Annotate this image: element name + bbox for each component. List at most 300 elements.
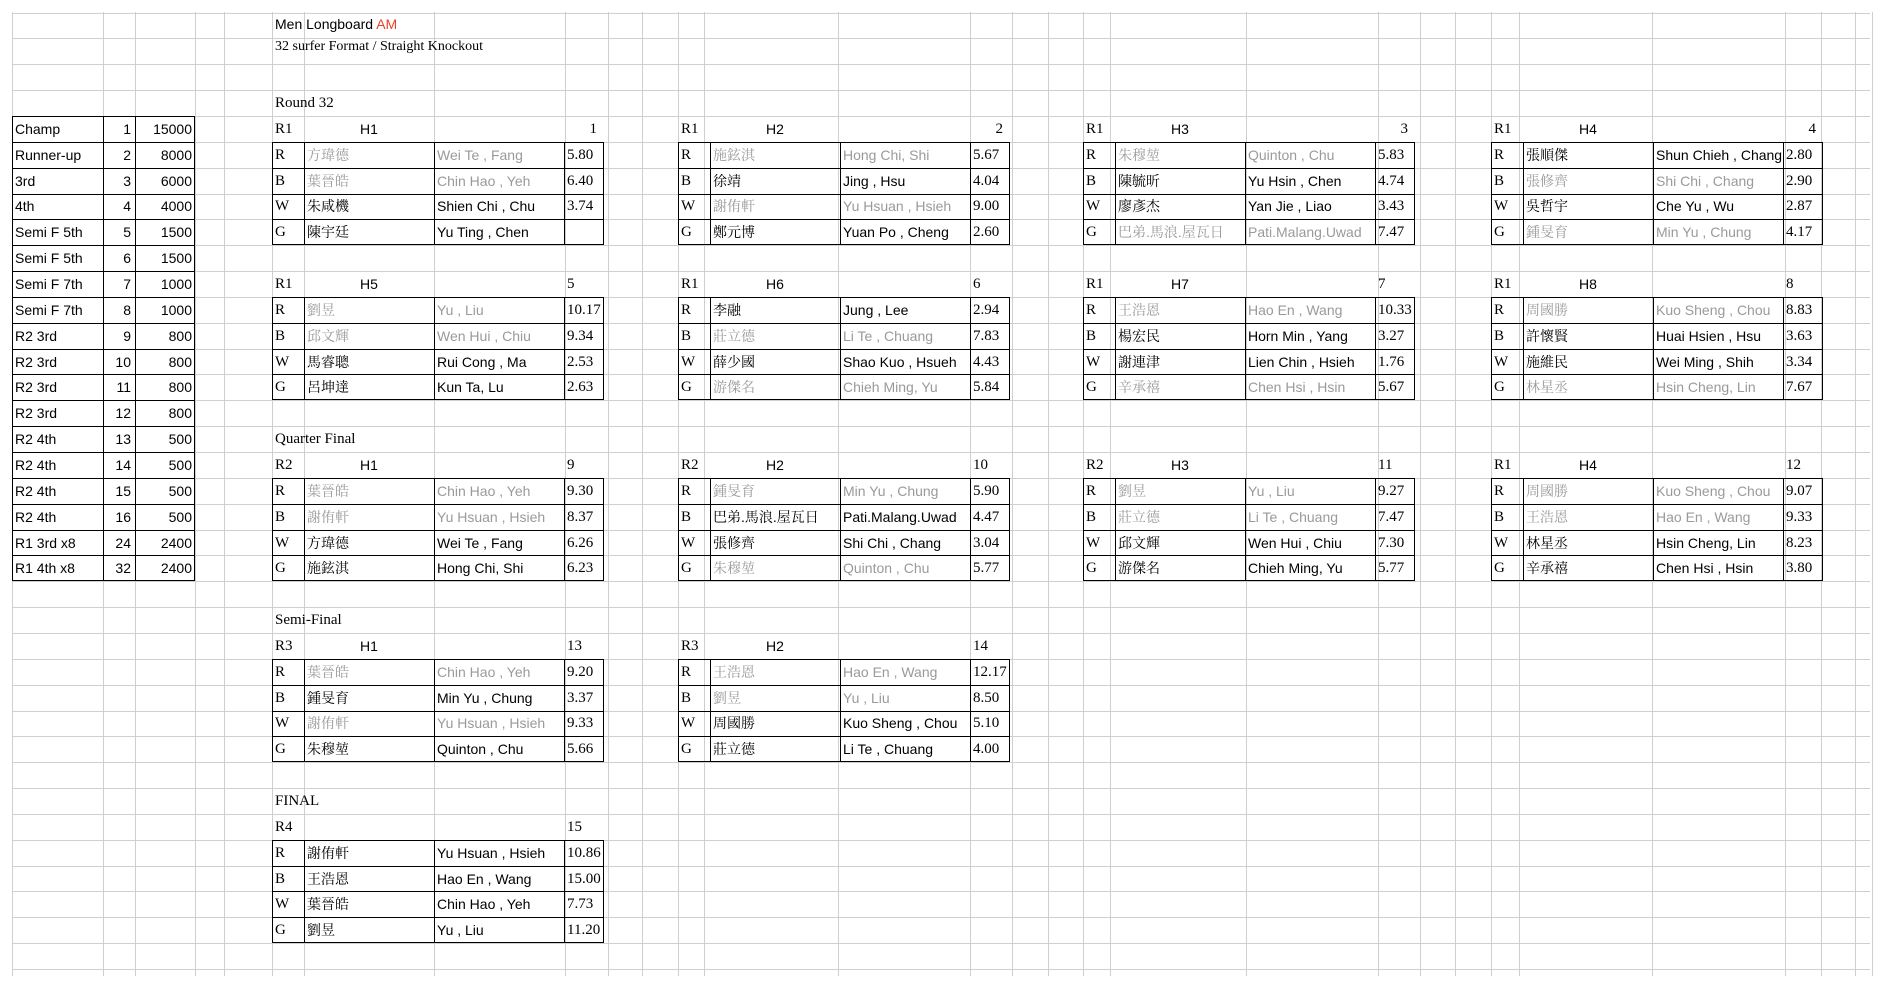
prize-amount: 2400 <box>160 560 192 577</box>
jersey-color: G <box>275 922 286 939</box>
surfer-score: 8.50 <box>973 689 1000 706</box>
heat-number: 5 <box>567 276 575 292</box>
jersey-color: B <box>1494 508 1505 525</box>
grid-col-line <box>224 12 225 976</box>
jersey-color: W <box>1494 198 1509 215</box>
prize-amount: 1000 <box>160 301 192 318</box>
heat-row-rule <box>678 374 1010 375</box>
surfer-name-cn: 邱文輝 <box>307 327 349 344</box>
prize-place: R2 3rd <box>15 327 58 344</box>
surfer-score: 6.23 <box>567 560 594 577</box>
prize-rank: 11 <box>116 379 131 396</box>
grid-col-line <box>1420 12 1421 976</box>
surfer-score: 9.33 <box>1786 508 1813 525</box>
grid-row-line <box>12 142 1870 143</box>
surfer-name-en: Kuo Sheng , Chou <box>1656 301 1771 318</box>
heat-number: 8 <box>1786 276 1794 292</box>
jersey-color: G <box>1086 560 1097 577</box>
heat-row-rule <box>678 194 1010 195</box>
surfer-name-en: Kun Ta, Lu <box>437 379 504 396</box>
prize-amount: 500 <box>168 456 192 473</box>
surfer-name-en: Hsin Cheng, Lin <box>1656 534 1756 551</box>
jersey-color: W <box>1086 534 1101 551</box>
surfer-score: 3.63 <box>1786 327 1813 344</box>
jersey-color: B <box>275 172 286 189</box>
grid-col-line <box>642 12 643 976</box>
heat-number: 13 <box>567 637 582 654</box>
surfer-score: 2.53 <box>567 353 594 370</box>
heat-name: H4 <box>1579 456 1597 473</box>
jersey-color: B <box>681 508 692 525</box>
heat-row-rule <box>272 711 604 712</box>
prize-rank: 7 <box>123 276 131 292</box>
heat-row-rule <box>272 530 604 531</box>
surfer-name-cn: 林星丞 <box>1526 534 1568 551</box>
surfer-name-cn: 周國勝 <box>1526 301 1568 318</box>
grid-col-line <box>1821 12 1822 976</box>
jersey-color: R <box>681 663 692 680</box>
heat-number: 4 <box>1808 120 1816 137</box>
prize-amount: 2400 <box>160 534 192 551</box>
heat-number: 6 <box>973 276 981 292</box>
heat-row-rule <box>272 736 604 737</box>
surfer-name-en: Quinton , Chu <box>1248 146 1335 163</box>
heat-name: H2 <box>766 120 784 137</box>
surfer-score: 6.26 <box>567 534 594 551</box>
surfer-name-en: Hao En , Wang <box>437 870 532 887</box>
surfer-name-cn: 楊宏民 <box>1118 327 1160 344</box>
surfer-score: 3.43 <box>1378 198 1405 215</box>
grid-row-line <box>12 659 1870 660</box>
grid-row-line <box>12 13 1870 14</box>
surfer-name-en: Chieh Ming, Yu <box>1248 560 1343 577</box>
prize-place: R2 4th <box>15 456 57 473</box>
surfer-name-en: Li Te , Chuang <box>1248 508 1339 525</box>
heat-round: R1 <box>1494 456 1512 473</box>
heat-row-rule <box>1491 530 1823 531</box>
heat-round: R2 <box>1086 456 1104 473</box>
heat-name: H2 <box>766 456 784 473</box>
surfer-name-cn: 陳宇廷 <box>307 224 349 241</box>
surfer-name-en: Shao Kuo , Hsueh <box>843 353 957 370</box>
surfer-score: 2.80 <box>1786 146 1813 163</box>
surfer-name-cn: 莊立德 <box>713 741 755 758</box>
surfer-name-cn: 廖彥杰 <box>1118 198 1160 215</box>
jersey-color: R <box>1494 482 1505 499</box>
prize-rank: 2 <box>123 146 131 163</box>
heat-round: R1 <box>275 120 293 137</box>
grid-col-line <box>1048 12 1049 976</box>
heat-row-rule <box>678 168 1010 169</box>
surfer-name-en: Wen Hui , Chiu <box>1248 534 1342 551</box>
heat-round: R4 <box>275 818 293 835</box>
grid-row-line <box>12 814 1870 815</box>
heat-name: H1 <box>360 120 378 137</box>
surfer-score: 9.20 <box>567 663 594 680</box>
prize-amount: 6000 <box>160 172 192 189</box>
jersey-color: B <box>275 689 286 706</box>
jersey-color: G <box>1494 560 1505 577</box>
surfer-score: 5.10 <box>973 715 1000 732</box>
heat-row-rule <box>1491 504 1823 505</box>
grid-row-line <box>12 607 1870 608</box>
prize-place: R2 3rd <box>15 379 58 396</box>
jersey-color: G <box>681 224 692 241</box>
heat-row-rule <box>1083 219 1415 220</box>
title-accent: AM <box>376 16 398 32</box>
surfer-score: 2.90 <box>1786 172 1813 189</box>
heat-round: R3 <box>681 637 699 654</box>
jersey-color: W <box>681 353 696 370</box>
section-label: Semi-Final <box>275 612 342 629</box>
jersey-color: W <box>275 353 290 370</box>
surfer-score: 2.60 <box>973 224 1000 241</box>
surfer-name-cn: 莊立德 <box>713 327 755 344</box>
surfer-name-en: Shi Chi , Chang <box>1656 172 1755 189</box>
surfer-name-cn: 葉晉皓 <box>307 896 349 913</box>
surfer-score: 3.37 <box>567 689 594 706</box>
jersey-color: B <box>275 508 286 525</box>
surfer-score: 9.34 <box>567 327 594 344</box>
surfer-name-cn: 王浩恩 <box>307 870 349 887</box>
heat-number: 15 <box>567 818 582 835</box>
surfer-name-en: Shun Chieh , Chang <box>1656 146 1783 163</box>
surfer-score: 8.83 <box>1786 301 1813 318</box>
grid-col-line <box>1246 12 1247 976</box>
prize-rank: 10 <box>115 353 131 370</box>
jersey-color: W <box>681 534 696 551</box>
heat-number: 2 <box>995 120 1003 137</box>
surfer-name-en: Wei Te , Fang <box>437 146 523 163</box>
surfer-name-cn: 朱穆堃 <box>1118 146 1160 163</box>
surfer-name-en: Shi Chi , Chang <box>843 534 942 551</box>
surfer-name-cn: 邱文輝 <box>1118 534 1160 551</box>
surfer-name-en: Hsin Cheng, Lin <box>1656 379 1756 396</box>
jersey-color: G <box>681 560 692 577</box>
heat-round: R1 <box>681 276 699 292</box>
heat-row-rule <box>1083 168 1415 169</box>
heat-row-rule <box>678 736 1010 737</box>
grid-col-line <box>838 12 839 976</box>
heat-row-rule <box>272 168 604 169</box>
surfer-name-cn: 方瑋德 <box>307 146 349 163</box>
section-label: Quarter Final <box>275 431 356 448</box>
heat-round: R2 <box>275 456 293 473</box>
grid-col-line <box>195 12 196 976</box>
heat-number: 1 <box>589 120 597 137</box>
surfer-name-en: Wen Hui , Chiu <box>437 327 531 344</box>
prize-rank: 8 <box>123 301 131 318</box>
heat-row-rule <box>272 891 604 892</box>
surfer-score: 7.83 <box>973 327 1000 344</box>
prize-col-rule <box>135 116 136 581</box>
surfer-name-cn: 巴弟.馬浪.屋瓦日 <box>1118 224 1224 241</box>
surfer-name-en: Min Yu , Chung <box>437 689 533 706</box>
surfer-name-cn: 施鉉淇 <box>713 146 755 163</box>
prize-place: R1 3rd x8 <box>15 534 76 551</box>
jersey-color: R <box>1494 146 1505 163</box>
jersey-color: G <box>275 379 286 396</box>
prize-place: R1 4th x8 <box>15 560 75 577</box>
surfer-name-cn: 王浩恩 <box>1526 508 1568 525</box>
surfer-name-cn: 鄭元博 <box>713 224 755 241</box>
jersey-color: W <box>1086 353 1101 370</box>
surfer-name-en: Hao En , Wang <box>1656 508 1751 525</box>
surfer-score: 9.30 <box>567 482 594 499</box>
surfer-name-en: Wei Te , Fang <box>437 534 523 551</box>
surfer-score: 8.37 <box>567 508 594 525</box>
prize-rank: 9 <box>123 327 131 344</box>
surfer-score: 3.27 <box>1378 327 1405 344</box>
grid-row-line <box>12 245 1870 246</box>
grid-col-line <box>1491 12 1492 976</box>
prize-rank: 15 <box>115 482 131 499</box>
surfer-score: 3.34 <box>1786 353 1813 370</box>
heat-name: H7 <box>1171 276 1189 292</box>
heat-round: R1 <box>1494 276 1512 292</box>
surfer-name-en: Che Yu , Wu <box>1656 198 1735 215</box>
surfer-name-cn: 游傑名 <box>713 379 755 396</box>
surfer-name-cn: 鍾旻育 <box>1526 224 1568 241</box>
surfer-name-en: Li Te , Chuang <box>843 327 934 344</box>
jersey-color: G <box>275 560 286 577</box>
surfer-score: 3.04 <box>973 534 1000 551</box>
surfer-score: 5.80 <box>567 146 594 163</box>
surfer-score: 5.83 <box>1378 146 1405 163</box>
surfer-name-cn: 莊立德 <box>1118 508 1160 525</box>
grid-row-line <box>12 90 1870 91</box>
heat-row-rule <box>272 323 604 324</box>
jersey-color: W <box>1086 198 1101 215</box>
grid-row-line <box>12 271 1870 272</box>
surfer-name-cn: 薛少國 <box>713 353 755 370</box>
grid-row-line <box>12 116 1870 117</box>
heat-name: H6 <box>766 276 784 292</box>
grid-col-line <box>1083 12 1084 976</box>
prize-place: 4th <box>15 198 35 215</box>
surfer-score: 9.07 <box>1786 482 1813 499</box>
surfer-name-cn: 王浩恩 <box>713 663 755 680</box>
prize-amount: 800 <box>168 379 192 396</box>
prize-amount: 500 <box>168 482 192 499</box>
grid-col-line <box>1110 12 1111 976</box>
grid-row-line <box>12 840 1870 841</box>
surfer-name-cn: 張順傑 <box>1526 146 1568 163</box>
heat-row-rule <box>1491 219 1823 220</box>
jersey-color: W <box>1494 353 1509 370</box>
heat-row-rule <box>678 349 1010 350</box>
surfer-name-cn: 朱咸機 <box>307 198 349 215</box>
surfer-name-en: Shien Chi , Chu <box>437 198 536 215</box>
surfer-name-cn: 施鉉淇 <box>307 560 349 577</box>
heat-number: 10 <box>973 456 988 473</box>
heat-row-rule <box>1083 349 1415 350</box>
surfer-score: 10.86 <box>567 844 601 861</box>
surfer-name-en: Wei Ming , Shih <box>1656 353 1754 370</box>
heat-name: H8 <box>1579 276 1597 292</box>
surfer-name-cn: 周國勝 <box>1526 482 1568 499</box>
heat-row-rule <box>1491 349 1823 350</box>
heat-row-rule <box>1491 374 1823 375</box>
heat-row-rule <box>1083 555 1415 556</box>
heat-row-rule <box>272 374 604 375</box>
surfer-score: 6.40 <box>567 172 594 189</box>
prize-place: R2 3rd <box>15 405 58 422</box>
surfer-name-en: Yu Hsuan , Hsieh <box>437 508 546 525</box>
jersey-color: G <box>1494 379 1505 396</box>
heat-row-rule <box>678 504 1010 505</box>
surfer-name-cn: 李融 <box>713 301 741 318</box>
heat-row-rule <box>678 711 1010 712</box>
surfer-name-en: Li Te , Chuang <box>843 741 934 758</box>
prize-rank: 24 <box>115 534 131 551</box>
title-main: Men Longboard <box>275 16 374 32</box>
grid-row-line <box>12 426 1870 427</box>
surfer-name-cn: 劉昱 <box>1118 482 1146 499</box>
surfer-score: 2.87 <box>1786 198 1813 215</box>
prize-amount: 800 <box>168 353 192 370</box>
grid-row-line <box>12 943 1870 944</box>
prize-amount: 500 <box>168 508 192 525</box>
jersey-color: B <box>275 327 286 344</box>
surfer-score: 3.74 <box>567 198 594 215</box>
heat-row-rule <box>678 219 1010 220</box>
grid-col-line <box>704 12 705 976</box>
page-subtitle: 32 surfer Format / Straight Knockout <box>275 39 484 54</box>
surfer-name-cn: 馬睿聰 <box>307 353 349 370</box>
surfer-name-cn: 許懷賢 <box>1526 327 1568 344</box>
heat-row-rule <box>272 866 604 867</box>
surfer-score: 7.47 <box>1378 224 1405 241</box>
jersey-color: W <box>681 715 696 732</box>
surfer-name-en: Chen Hsi , Hsin <box>1248 379 1346 396</box>
prize-amount: 15000 <box>153 120 192 137</box>
jersey-color: R <box>275 146 286 163</box>
jersey-color: B <box>681 172 692 189</box>
heat-number: 7 <box>1378 276 1386 292</box>
surfer-name-en: Pati.Malang.Uwad <box>1248 224 1362 241</box>
surfer-name-en: Min Yu , Chung <box>1656 224 1752 241</box>
prize-amount: 1000 <box>160 276 192 292</box>
jersey-color: B <box>681 689 692 706</box>
heat-row-rule <box>272 219 604 220</box>
jersey-color: R <box>681 482 692 499</box>
prize-rank: 13 <box>115 431 131 448</box>
surfer-name-cn: 劉昱 <box>713 689 741 706</box>
surfer-name-cn: 張修齊 <box>713 534 755 551</box>
surfer-name-cn: 朱穆堃 <box>307 741 349 758</box>
heat-row-rule <box>1083 194 1415 195</box>
surfer-name-cn: 方瑋德 <box>307 534 349 551</box>
jersey-color: G <box>1086 379 1097 396</box>
surfer-name-en: Hao En , Wang <box>843 663 938 680</box>
surfer-score: 4.74 <box>1378 172 1405 189</box>
heat-row-rule <box>272 349 604 350</box>
surfer-name-en: Yu , Liu <box>437 922 484 939</box>
surfer-name-cn: 游傑名 <box>1118 560 1160 577</box>
surfer-name-cn: 陳毓昕 <box>1118 172 1160 189</box>
grid-row-line <box>12 297 1870 298</box>
surfer-score: 7.67 <box>1786 379 1813 396</box>
grid-row-line <box>12 581 1870 582</box>
surfer-score: 5.77 <box>1378 560 1405 577</box>
heat-round: R2 <box>681 456 699 473</box>
jersey-color: R <box>275 663 286 680</box>
grid-col-line <box>1012 12 1013 976</box>
surfer-score: 5.84 <box>973 379 1000 396</box>
heat-row-rule <box>1491 555 1823 556</box>
jersey-color: B <box>1086 327 1097 344</box>
surfer-name-en: Yuan Po , Cheng <box>843 224 949 241</box>
prize-rank: 5 <box>123 224 131 241</box>
heat-row-rule <box>1083 530 1415 531</box>
surfer-name-cn: 張修齊 <box>1526 172 1568 189</box>
surfer-name-cn: 辛承禧 <box>1526 560 1568 577</box>
surfer-score: 10.33 <box>1378 301 1412 318</box>
prize-rank: 12 <box>115 405 131 422</box>
grid-col-line <box>1872 12 1873 976</box>
jersey-color: W <box>681 198 696 215</box>
prize-rank: 3 <box>123 172 131 189</box>
surfer-name-cn: 徐靖 <box>713 172 741 189</box>
heat-row-rule <box>272 917 604 918</box>
grid-col-line <box>1519 12 1520 976</box>
jersey-color: R <box>275 482 286 499</box>
jersey-color: W <box>275 198 290 215</box>
heat-number: 12 <box>1786 456 1801 473</box>
heat-row-rule <box>678 530 1010 531</box>
heat-round: R1 <box>1494 120 1512 137</box>
surfer-score: 4.47 <box>973 508 1000 525</box>
surfer-name-cn: 鍾旻育 <box>713 482 755 499</box>
heat-row-rule <box>1083 323 1415 324</box>
prize-amount: 800 <box>168 327 192 344</box>
surfer-score: 5.67 <box>1378 379 1405 396</box>
surfer-score: 11.20 <box>567 922 601 939</box>
surfer-score: 2.94 <box>973 301 1000 318</box>
surfer-name-en: Chieh Ming, Yu <box>843 379 938 396</box>
heat-name: H3 <box>1171 120 1189 137</box>
surfer-name-en: Yu , Liu <box>1248 482 1295 499</box>
surfer-score: 4.43 <box>973 353 1000 370</box>
heat-name: H3 <box>1171 456 1189 473</box>
jersey-color: R <box>1086 482 1097 499</box>
surfer-name-cn: 謝連津 <box>1118 353 1160 370</box>
heat-number: 11 <box>1378 456 1393 473</box>
prize-rank: 1 <box>123 120 131 137</box>
jersey-color: B <box>1086 508 1097 525</box>
jersey-color: G <box>681 741 692 758</box>
surfer-score: 9.33 <box>567 715 594 732</box>
surfer-name-cn: 謝侑軒 <box>307 715 349 732</box>
surfer-name-cn: 施維民 <box>1526 353 1568 370</box>
jersey-color: W <box>275 896 290 913</box>
page-title <box>275 17 397 31</box>
prize-place: Champ <box>15 120 61 137</box>
surfer-name-en: Rui Cong , Ma <box>437 353 527 370</box>
surfer-score: 5.90 <box>973 482 1000 499</box>
jersey-color: R <box>1086 301 1097 318</box>
surfer-name-en: Chin Hao , Yeh <box>437 896 531 913</box>
surfer-name-en: Min Yu , Chung <box>843 482 939 499</box>
heat-round: R1 <box>681 120 699 137</box>
heat-round: R1 <box>1086 276 1104 292</box>
surfer-score: 8.23 <box>1786 534 1813 551</box>
grid-col-line <box>1455 12 1456 976</box>
grid-row-line <box>12 969 1870 970</box>
heat-row-rule <box>272 685 604 686</box>
grid-row-line <box>12 762 1870 763</box>
